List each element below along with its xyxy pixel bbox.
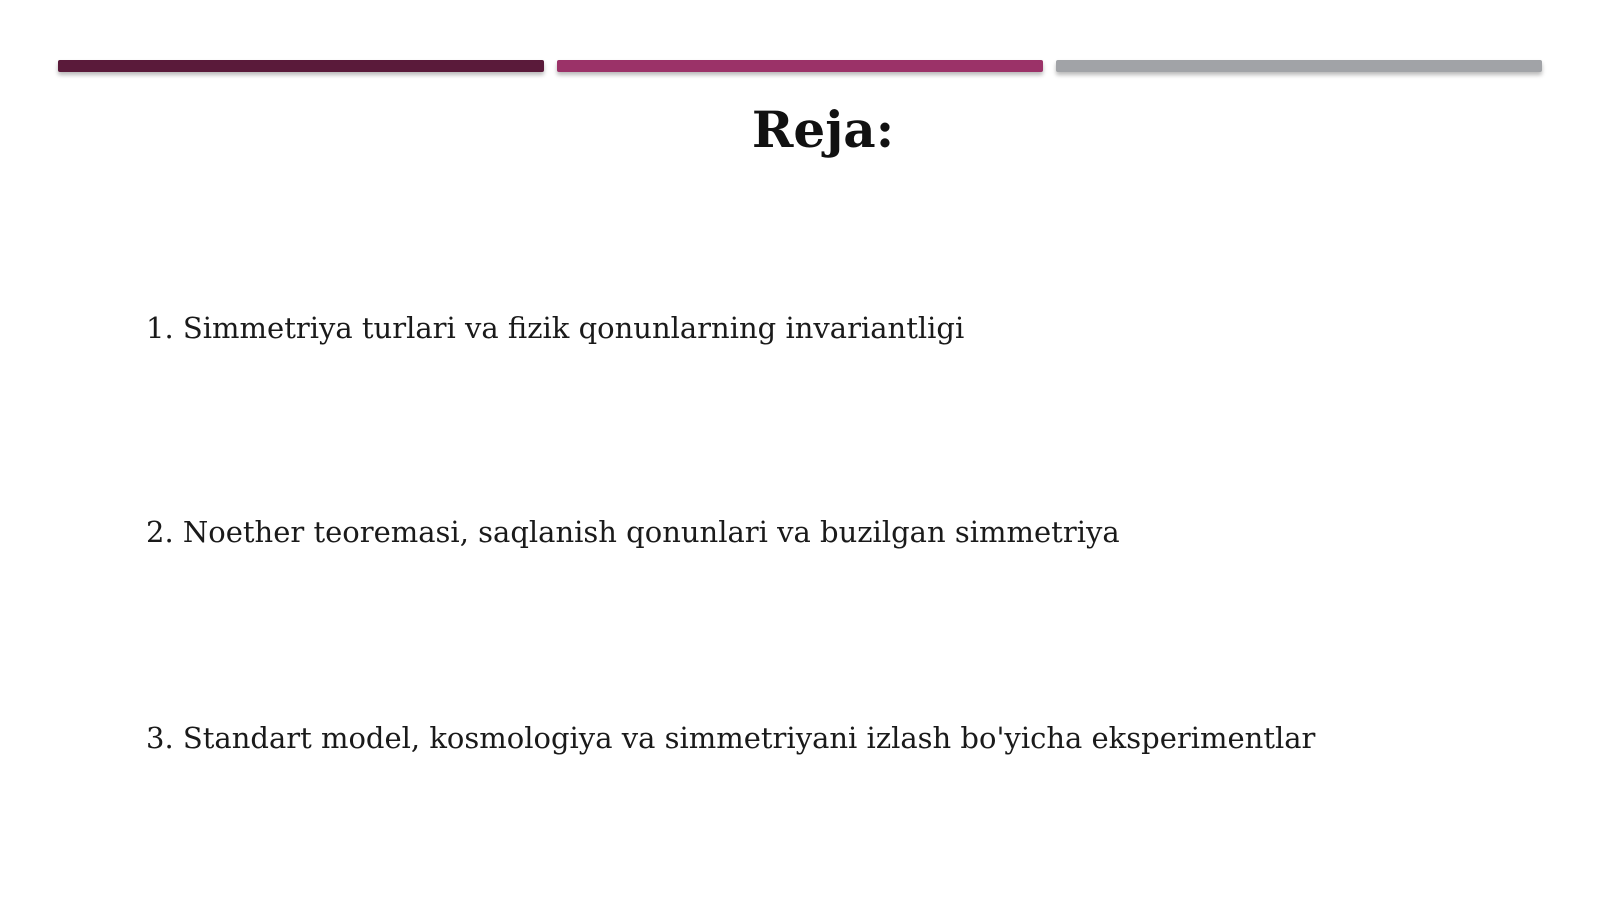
plan-item: 2. Noether teoremasi, saqlanish qonunlari va buzilgan simmetriya [146, 515, 1120, 549]
accent-bar-dark [58, 60, 544, 72]
slide-title: Reja: [751, 100, 895, 159]
plan-item: 3. Standart model, kosmologiya va simmetriyani izlash bo'yicha eksperimentlar [146, 721, 1316, 755]
accent-bar-magenta [557, 60, 1043, 72]
plan-item: 1. Simmetriya turlari va fizik qonunlarning invariantligi [146, 311, 965, 345]
accent-bar-gray [1056, 60, 1542, 72]
